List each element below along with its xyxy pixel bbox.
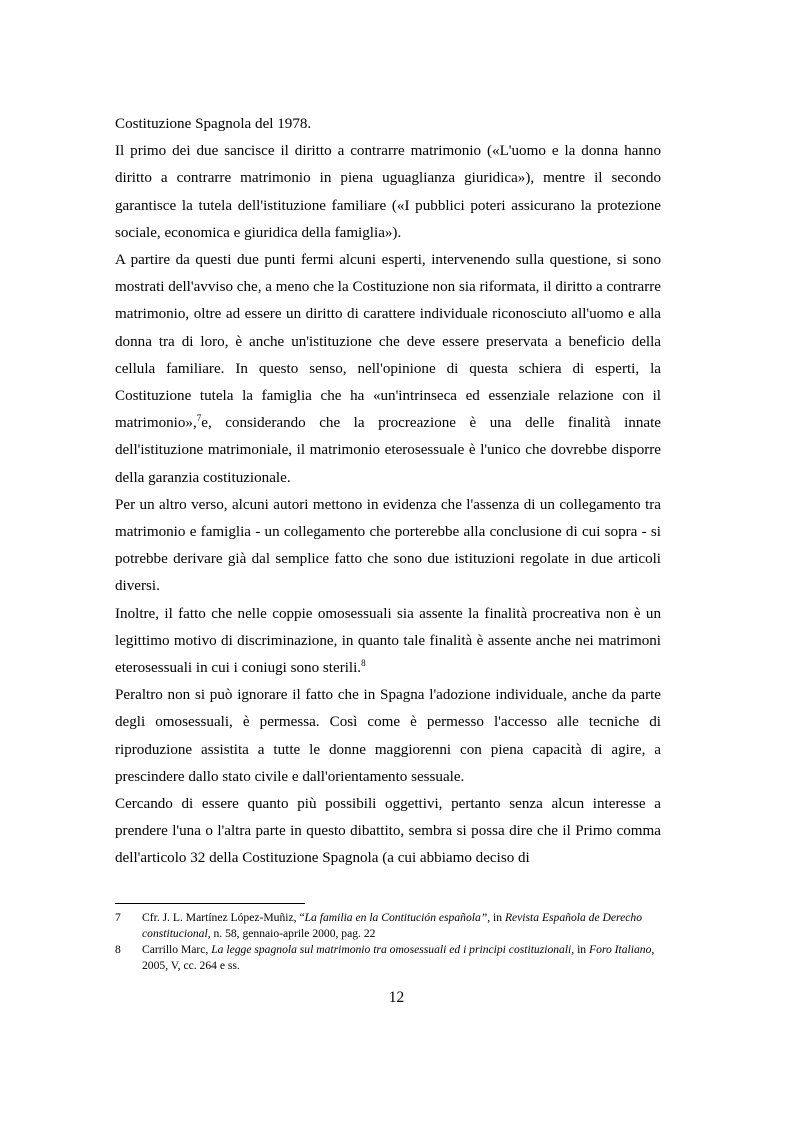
footnote-title: La legge spagnola sul matrimonio tra omosessuali ed i principi costituzionali, (211, 943, 575, 956)
paragraph-2-text-b: e, considerando che la procreazione è una delle finalità innate dell'istituzione matrimoniale, il matrimonio eterosessuale è l'unico che dovrebbe disporre della garanzia costituzionale. (115, 415, 661, 486)
footnote-details: n. 58, gennaio-aprile 2000, pag. 22 (210, 927, 376, 940)
footnotes (115, 910, 661, 974)
footnote-text (142, 942, 661, 974)
paragraph-4-text: Inoltre, il fatto che nelle coppie omosessuali sia assente la finalità procreativa non è un legittimo motivo di discriminazione, in quanto tale finalità è assente anche nei matrimoni eterosessuali in cui i coniugi sono sterili. (115, 605, 661, 677)
footnote-ref-7[interactable]: 7 (196, 413, 202, 424)
footnote-ref-8[interactable]: 8 (361, 658, 366, 669)
paragraph-6: Cercando di essere quanto più possibili oggettivi, pertanto senza alcun interesse a prendere l'una o l'altra parte in questo dibattito, sembra si possa dire che il Primo comma dell'articolo 32 della Costituzione Spagnola (a cui abbiamo deciso di (115, 796, 661, 867)
paragraph-5: Peraltro non si può ignorare il fatto che in Spagna l'adozione individuale, anche da parte degli omosessuali, è permessa. Così come è permesso l'accesso alle tecniche di riproduzione assistita a tutte le donne maggiorenni con piena capacità di agire, a prescindere dallo stato civile e dall'orientamento sessuale. (115, 687, 661, 785)
footnote-7 (115, 910, 661, 942)
footnote-number: 8 (115, 943, 121, 956)
footnote-journal: Foro Italiano, (589, 943, 655, 956)
footnote-separator (115, 903, 305, 904)
footnote-journal: Revista Española de Derecho constitucional, (142, 911, 642, 940)
paragraph-3: Per un altro verso, alcuni autori mettono in evidenza che l'assenza di un collegamento tra matrimonio e famiglia - un collegamento che porterebbe alla conclusione di cui sopra - si potrebbe derivare già dal semplice fatto che sono due istituzioni regolate in due articoli diversi. (115, 496, 661, 595)
footnote-number: 7 (115, 911, 121, 924)
footnote-author: Carrillo Marc, (142, 943, 212, 956)
footnote-text (142, 910, 661, 942)
footnote-author: Cfr. J. L. Martínez López-Muñiz, “ (142, 911, 305, 924)
paragraph-2-text-a: A partire da questi due punti fermi alcuni esperti, intervenendo sulla questione, si sono mostrati dell'avviso che, a meno che la Costituzione non sia riformata, il diritto a contrarre matrimonio, oltre ad essere un diritto di carattere individuale riconosciuto all'uomo e alla donna tra di loro, è anche un'istituzione che deve essere preservata a beneficio della cellula familiare. In questo senso, nell'opinione di questa schiera di esperti, la Costituzione tutela la famiglia che ha «un'intrinseca ed essenziale relazione con il matrimonio», (115, 252, 661, 432)
footnote-connector: in (574, 943, 590, 956)
paragraph-2 (115, 247, 661, 492)
footnote-details: 2005, V, cc. 264 e ss. (142, 959, 240, 972)
body-text (115, 111, 661, 873)
footnote-connector: in (490, 911, 505, 924)
footnote-title: La familia en la Contitución española”, (304, 911, 491, 924)
page-number: 12 (388, 989, 405, 1006)
paragraph-1: Il primo dei due sancisce il diritto a contrarre matrimonio («L'uomo e la donna hanno diritto a contrarre matrimonio in piena uguaglianza giuridica»), mentre il secondo garantisce la tutela dell'istituzione familiare («I pubblici poteri assicurano la protezione sociale, economica e giuridica della famiglia»). (115, 143, 661, 241)
footnote-8 (115, 942, 661, 974)
paragraph-continuation: Costituzione Spagnola del 1978. (115, 116, 312, 132)
paragraph-4 (115, 601, 661, 683)
